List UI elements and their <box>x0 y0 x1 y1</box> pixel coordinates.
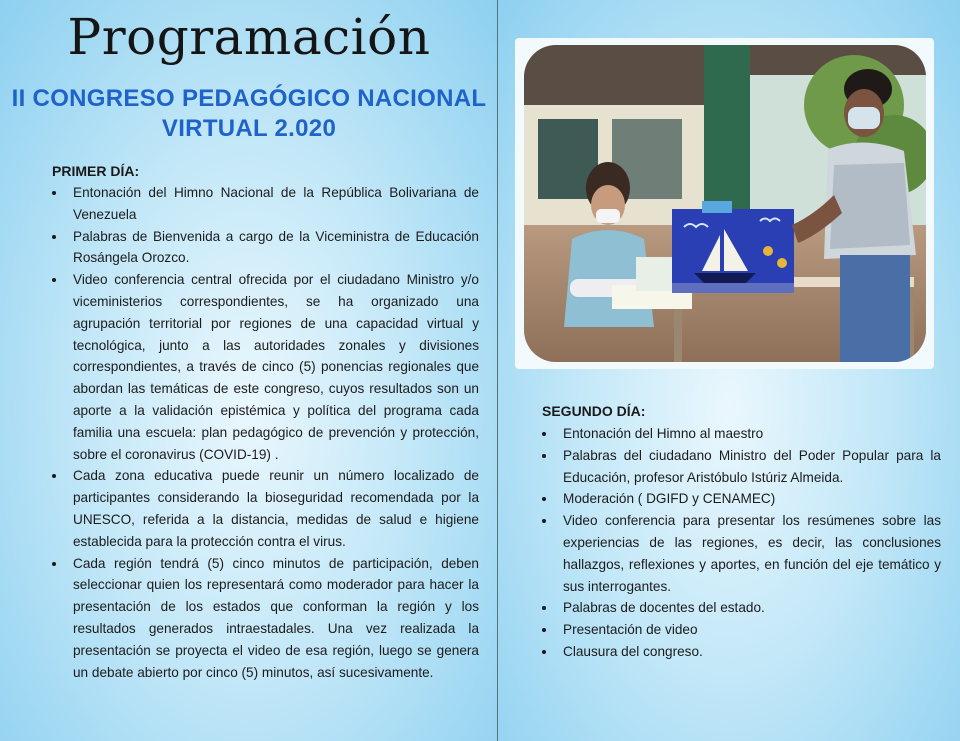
congress-subtitle <box>0 84 498 144</box>
right-panel <box>498 0 960 741</box>
photo-frame <box>515 38 934 369</box>
list-item: Entonación del Himno Nacional de la República Bolivariana de Venezuela <box>51 182 479 226</box>
list-item: Palabras de Bienvenida a cargo de la Viceministra de Educación Rosángela Orozco. <box>51 226 479 270</box>
list-item: Entonación del Himno al maestro <box>541 423 941 445</box>
subtitle-line-2: VIRTUAL 2.020 <box>161 115 337 142</box>
list-item: Video conferencia para presentar los resúmenes sobre las experiencias de las regiones, es decir, las conclusiones hallazgos, reflexiones y aportes, en función del eje temático y sus interrogantes. <box>541 510 941 597</box>
day1-list <box>51 182 479 683</box>
day2-heading: SEGUNDO DÍA: <box>542 403 646 419</box>
list-item: Palabras del ciudadano Ministro del Poder Popular para la Educación, profesor Aristóbulo Istúriz Almeida. <box>541 445 941 489</box>
list-item: Video conferencia central ofrecida por el ciudadano Ministro y/o viceministerios correspondientes, se ha organizado una agrupación territorial por regiones de una capacidad virtual y tecnológica, junto a las autoridades zonales y divisiones correspondientes, a través de cinco (5) ponencias regionales que abordan las temáticas de este congreso, cuyos resultados son un aporte a la validación epistémica y política del programa cada familia una escuela: plan pedagógico de prevención y protección, sobre el coronavirus (COVID-19) . <box>51 269 479 465</box>
event-photo <box>524 45 926 362</box>
event-photo-illustration <box>524 45 926 362</box>
list-item: Presentación de video <box>541 619 941 641</box>
list-item: Cada zona educativa puede reunir un número localizado de participantes considerando la bioseguridad recomendada por la UNESCO, referida a la distancia, medidas de salud e higiene establecida para la protección contra el virus. <box>51 465 479 552</box>
list-item: Clausura del congreso. <box>541 641 941 663</box>
list-item: Palabras de docentes del estado. <box>541 597 941 619</box>
list-item: Cada región tendrá (5) cinco minutos de participación, deben seleccionar quien los representará como moderador para hacer la presentación de los estados que conforman la región y los resultados generados intraestadales. Una vez realizada la presentación se proyecta el video de esa región, luego se genera un debate abierto por cinco (5) minutos, así sucesivamente. <box>51 553 479 684</box>
day1-heading: PRIMER DÍA: <box>52 163 140 179</box>
subtitle-line-1: II CONGRESO PEDAGÓGICO NACIONAL <box>11 85 487 112</box>
list-item: Moderación ( DGIFD y CENAMEC) <box>541 488 941 510</box>
day2-list <box>541 423 941 663</box>
page-title: Programación <box>67 8 431 66</box>
